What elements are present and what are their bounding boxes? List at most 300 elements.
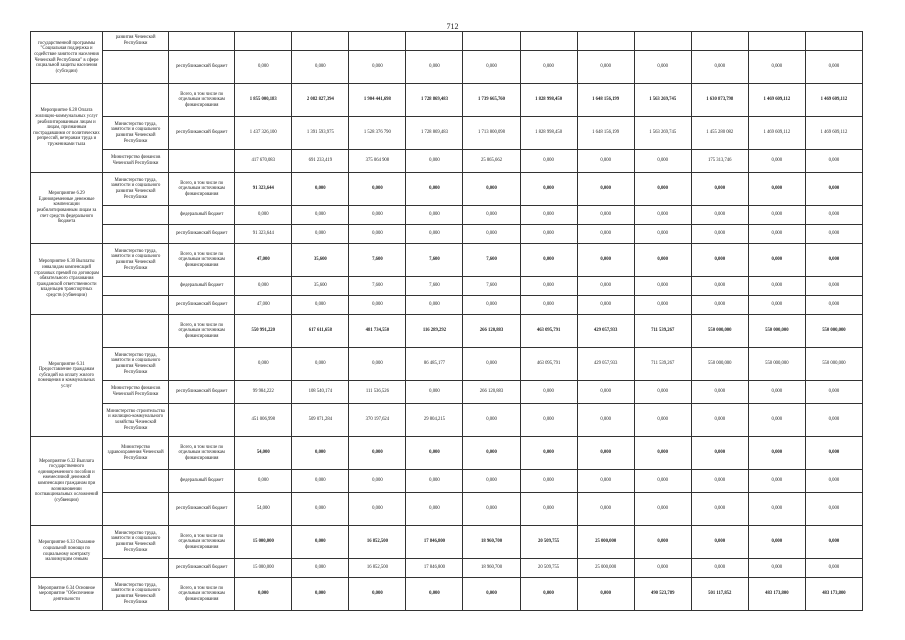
funding-source-cell: республиканский бюджет xyxy=(169,493,235,526)
amount-cell: 0,000 xyxy=(691,225,748,244)
amount-cell: 0,000 xyxy=(805,470,862,493)
amount-cell: 0,000 xyxy=(577,51,634,84)
amount-cell: 0,000 xyxy=(634,150,691,173)
amount-cell: 0,000 xyxy=(292,51,349,84)
amount-cell: 0,000 xyxy=(520,150,577,173)
amount-cell: 1 528 376 790 xyxy=(349,117,406,150)
funding-source-cell: Всего, в том числе по отдельным источникам финансирования xyxy=(169,173,235,206)
amount-cell: 0,000 xyxy=(520,437,577,470)
amount-cell xyxy=(349,32,406,51)
amount-cell xyxy=(748,32,805,51)
amount-cell: 0,000 xyxy=(577,225,634,244)
amount-cell: 1 904 441,698 xyxy=(349,84,406,117)
amount-cell: 1 563 269,745 xyxy=(634,84,691,117)
table-row xyxy=(31,315,863,348)
amount-cell: 0,000 xyxy=(691,51,748,84)
amount-cell: 1 469 609,112 xyxy=(805,84,862,117)
amount-cell: 429 057,933 xyxy=(577,315,634,348)
table-row xyxy=(31,150,863,173)
amount-cell: 0,000 xyxy=(577,578,634,611)
event-name-cell: Мероприятие 6.28 Оплата жилищно-коммунальных услуг реабилитированным лицам и лицам, признанным пострадавшими от политических репрессий, ветеранам труда и тружениками тыла xyxy=(31,84,103,173)
event-name-cell: Мероприятие 6.31 Предоставление гражданам субсидий на оплату жилого помещения и коммунальных услуг xyxy=(31,315,103,437)
amount-cell: 35,600 xyxy=(292,277,349,296)
amount-cell: 86 485,177 xyxy=(406,348,463,381)
amount-cell: 0,000 xyxy=(463,51,520,84)
table-row xyxy=(31,526,863,559)
amount-cell: 0,000 xyxy=(349,348,406,381)
amount-cell: 0,000 xyxy=(577,206,634,225)
amount-cell: 0,000 xyxy=(577,470,634,493)
amount-cell: 429 057,933 xyxy=(577,348,634,381)
amount-cell: 417 670,083 xyxy=(235,150,292,173)
executor-cell: Министерство труда, занятости и социального развития Чеченской Республики xyxy=(103,244,169,277)
amount-cell: 0,000 xyxy=(577,173,634,206)
amount-cell: 1 648 156,199 xyxy=(577,117,634,150)
table-row xyxy=(31,244,863,277)
amount-cell: 25 000,000 xyxy=(577,559,634,578)
executor-cell xyxy=(103,277,169,296)
amount-cell: 0,000 xyxy=(292,493,349,526)
amount-cell: 1 455 280 082 xyxy=(691,117,748,150)
amount-cell: 0,000 xyxy=(520,493,577,526)
amount-cell: 7,600 xyxy=(349,244,406,277)
amount-cell: 175 313,746 xyxy=(691,150,748,173)
amount-cell: 0,000 xyxy=(349,493,406,526)
table-row xyxy=(31,404,863,437)
table-row xyxy=(31,493,863,526)
amount-cell: 617 611,658 xyxy=(292,315,349,348)
amount-cell xyxy=(292,32,349,51)
amount-cell: 7,600 xyxy=(463,244,520,277)
amount-cell: 550 000,000 xyxy=(805,348,862,381)
amount-cell: 375 064 908 xyxy=(349,150,406,173)
table-row xyxy=(31,117,863,150)
amount-cell: 0,000 xyxy=(292,526,349,559)
amount-cell: 0,000 xyxy=(520,277,577,296)
amount-cell: 0,000 xyxy=(577,296,634,315)
amount-cell: 0,000 xyxy=(406,150,463,173)
amount-cell: 0,000 xyxy=(748,277,805,296)
amount-cell: 0,000 xyxy=(406,437,463,470)
event-name-cell: Мероприятие 6.29 Единовременные денежные компенсации реабилитированным лицам за счет средств федерального бюджета xyxy=(31,173,103,244)
amount-cell: 0,000 xyxy=(748,296,805,315)
amount-cell: 47,000 xyxy=(235,296,292,315)
executor-cell: Министерство труда, занятости и социального развития Чеченской Республики xyxy=(103,348,169,381)
table-row xyxy=(31,559,863,578)
executor-cell xyxy=(103,51,169,84)
funding-source-cell xyxy=(169,150,235,173)
amount-cell: 0,000 xyxy=(805,244,862,277)
table-row xyxy=(31,206,863,225)
amount-cell: 0,000 xyxy=(634,206,691,225)
amount-cell: 0,000 xyxy=(349,225,406,244)
amount-cell: 25 865,662 xyxy=(463,150,520,173)
amount-cell: 0,000 xyxy=(577,493,634,526)
amount-cell: 0,000 xyxy=(292,559,349,578)
amount-cell: 0,000 xyxy=(748,206,805,225)
amount-cell: 15 000,000 xyxy=(235,559,292,578)
amount-cell: 0,000 xyxy=(691,404,748,437)
amount-cell: 0,000 xyxy=(292,206,349,225)
amount-cell: 0,000 xyxy=(691,493,748,526)
amount-cell: 490 523,789 xyxy=(634,578,691,611)
amount-cell: 0,000 xyxy=(577,381,634,404)
page-number: 712 xyxy=(446,22,459,31)
amount-cell: 0,000 xyxy=(520,404,577,437)
amount-cell: 0,000 xyxy=(577,244,634,277)
amount-cell: 0,000 xyxy=(520,470,577,493)
amount-cell: 54,000 xyxy=(235,493,292,526)
amount-cell: 0,000 xyxy=(691,470,748,493)
amount-cell: 266 120,883 xyxy=(463,315,520,348)
amount-cell: 0,000 xyxy=(292,296,349,315)
amount-cell: 35,600 xyxy=(292,244,349,277)
amount-cell: 0,000 xyxy=(520,381,577,404)
funding-source-cell: Всего, в том числе по отдельным источникам финансирования xyxy=(169,578,235,611)
executor-cell: Министерство строительства и жилищно-коммунального хозяйства Чеченской Республики xyxy=(103,404,169,437)
amount-cell: 0,000 xyxy=(634,244,691,277)
amount-cell: 0,000 xyxy=(634,404,691,437)
amount-cell: 0,000 xyxy=(691,559,748,578)
amount-cell: 0,000 xyxy=(748,381,805,404)
funding-source-cell: республиканский бюджет xyxy=(169,296,235,315)
amount-cell: 1 469 609,112 xyxy=(748,84,805,117)
amount-cell: 0,000 xyxy=(406,206,463,225)
amount-cell: 0,000 xyxy=(406,296,463,315)
amount-cell: 0,000 xyxy=(805,51,862,84)
amount-cell: 481 734,550 xyxy=(349,315,406,348)
executor-cell: Министерство финансов Чеченской Республики xyxy=(103,150,169,173)
amount-cell: 0,000 xyxy=(520,296,577,315)
amount-cell: 1 648 156,199 xyxy=(577,84,634,117)
executor-cell xyxy=(103,225,169,244)
amount-cell: 116 289,292 xyxy=(406,315,463,348)
amount-cell: 16 852,500 xyxy=(349,526,406,559)
amount-cell: 0,000 xyxy=(805,437,862,470)
funding-source-cell: Всего, в том числе по отдельным источникам финансирования xyxy=(169,315,235,348)
amount-cell: 91 323,644 xyxy=(235,225,292,244)
amount-cell: 17 846,800 xyxy=(406,526,463,559)
executor-cell xyxy=(103,84,169,117)
amount-cell: 550 000,000 xyxy=(748,348,805,381)
table-row xyxy=(31,437,863,470)
amount-cell: 691 233,419 xyxy=(292,150,349,173)
table-row xyxy=(31,578,863,611)
amount-cell: 0,000 xyxy=(634,559,691,578)
executor-cell xyxy=(103,559,169,578)
amount-cell: 0,000 xyxy=(292,437,349,470)
table-row xyxy=(31,84,863,117)
amount-cell: 0,000 xyxy=(634,173,691,206)
amount-cell: 1 391 593,975 xyxy=(292,117,349,150)
amount-cell: 0,000 xyxy=(748,150,805,173)
amount-cell: 7,600 xyxy=(406,244,463,277)
amount-cell: 0,000 xyxy=(463,437,520,470)
amount-cell: 0,000 xyxy=(406,381,463,404)
amount-cell: 463 095,791 xyxy=(520,348,577,381)
amount-cell: 0,000 xyxy=(520,51,577,84)
amount-cell: 0,000 xyxy=(805,150,862,173)
amount-cell: 0,000 xyxy=(691,277,748,296)
funding-source-cell xyxy=(169,404,235,437)
amount-cell: 0,000 xyxy=(805,173,862,206)
executor-cell: Министерство финансов Чеченской Республики xyxy=(103,381,169,404)
amount-cell: 0,000 xyxy=(349,206,406,225)
amount-cell: 0,000 xyxy=(691,526,748,559)
amount-cell: 2 082 827,394 xyxy=(292,84,349,117)
amount-cell: 0,000 xyxy=(634,437,691,470)
amount-cell: 0,000 xyxy=(520,225,577,244)
amount-cell: 0,000 xyxy=(634,526,691,559)
executor-cell: Министерство труда, занятости и социального развития Чеченской Республики xyxy=(103,173,169,206)
amount-cell: 18 960,700 xyxy=(463,559,520,578)
amount-cell: 550 000,000 xyxy=(691,315,748,348)
amount-cell: 18 960,700 xyxy=(463,526,520,559)
amount-cell: 0,000 xyxy=(748,559,805,578)
table-row xyxy=(31,32,863,51)
amount-cell: 1 728 869,483 xyxy=(406,117,463,150)
funding-source-cell: Всего, в том числе по отдельным источникам финансирования xyxy=(169,244,235,277)
table-row xyxy=(31,225,863,244)
amount-cell: 17 846,800 xyxy=(406,559,463,578)
event-name-cell: Мероприятие 6.33 Оказание социальной помощи по социальному контракту малоимущим семьям xyxy=(31,526,103,578)
funding-source-cell: федеральный бюджет xyxy=(169,470,235,493)
table-row xyxy=(31,173,863,206)
amount-cell: 1 469 609,112 xyxy=(748,117,805,150)
event-name-cell: Мероприятие 6.32 Выплата государственного единовременного пособия и ежемесячной денежной компенсации гражданам при возникновении поствакцинальных осложнений (субвенции) xyxy=(31,437,103,526)
amount-cell: 0,000 xyxy=(406,578,463,611)
amount-cell: 7,600 xyxy=(406,277,463,296)
amount-cell: 0,000 xyxy=(577,437,634,470)
amount-cell: 0,000 xyxy=(748,244,805,277)
amount-cell: 0,000 xyxy=(463,296,520,315)
amount-cell: 1 855 000,183 xyxy=(235,84,292,117)
amount-cell xyxy=(634,32,691,51)
amount-cell: 99 984,222 xyxy=(235,381,292,404)
amount-cell: 0,000 xyxy=(748,493,805,526)
amount-cell: 0,000 xyxy=(805,493,862,526)
executor-cell xyxy=(103,315,169,348)
amount-cell: 0,000 xyxy=(349,173,406,206)
amount-cell: 0,000 xyxy=(748,173,805,206)
amount-cell: 1 739 665,760 xyxy=(463,84,520,117)
executor-cell: Министерство здравоохранения Чеченской Республики xyxy=(103,437,169,470)
amount-cell: 0,000 xyxy=(805,559,862,578)
amount-cell: 711 539,267 xyxy=(634,348,691,381)
funding-source-cell: республиканский бюджет xyxy=(169,225,235,244)
funding-source-cell: республиканский бюджет xyxy=(169,559,235,578)
amount-cell: 0,000 xyxy=(748,51,805,84)
amount-cell: 0,000 xyxy=(235,578,292,611)
amount-cell: 0,000 xyxy=(805,277,862,296)
amount-cell: 0,000 xyxy=(463,578,520,611)
amount-cell: 0,000 xyxy=(235,277,292,296)
amount-cell: 0,000 xyxy=(691,437,748,470)
amount-cell: 0,000 xyxy=(406,51,463,84)
amount-cell: 0,000 xyxy=(805,296,862,315)
amount-cell: 0,000 xyxy=(235,470,292,493)
funding-source-cell: Всего, в том числе по отдельным источникам финансирования xyxy=(169,437,235,470)
amount-cell: 0,000 xyxy=(292,578,349,611)
amount-cell: 1 713 800,098 xyxy=(463,117,520,150)
table-row xyxy=(31,470,863,493)
executor-cell xyxy=(103,470,169,493)
amount-cell: 0,000 xyxy=(292,348,349,381)
amount-cell: 0,000 xyxy=(463,173,520,206)
amount-cell: 0,000 xyxy=(805,404,862,437)
amount-cell xyxy=(520,32,577,51)
table-row xyxy=(31,381,863,404)
amount-cell: 0,000 xyxy=(349,437,406,470)
amount-cell: 1 469 609,112 xyxy=(805,117,862,150)
amount-cell: 0,000 xyxy=(406,470,463,493)
amount-cell: 0,000 xyxy=(805,206,862,225)
amount-cell: 91 323,644 xyxy=(235,173,292,206)
amount-cell: 0,000 xyxy=(463,404,520,437)
funding-source-cell xyxy=(169,348,235,381)
amount-cell: 0,000 xyxy=(634,51,691,84)
amount-cell xyxy=(406,32,463,51)
executor-cell xyxy=(103,296,169,315)
amount-cell: 0,000 xyxy=(805,526,862,559)
amount-cell: 0,000 xyxy=(235,206,292,225)
amount-cell: 463 095,791 xyxy=(520,315,577,348)
amount-cell: 509 071,284 xyxy=(292,404,349,437)
amount-cell: 501 117,852 xyxy=(691,578,748,611)
amount-cell: 0,000 xyxy=(577,404,634,437)
amount-cell: 0,000 xyxy=(748,470,805,493)
amount-cell: 0,000 xyxy=(463,206,520,225)
amount-cell: 54,000 xyxy=(235,437,292,470)
funding-source-cell xyxy=(169,32,235,51)
amount-cell: 111 536,526 xyxy=(349,381,406,404)
amount-cell: 550 000,000 xyxy=(805,315,862,348)
amount-cell: 0,000 xyxy=(634,296,691,315)
amount-cell: 16 852,500 xyxy=(349,559,406,578)
amount-cell: 0,000 xyxy=(691,173,748,206)
amount-cell: 108 540,174 xyxy=(292,381,349,404)
amount-cell: 0,000 xyxy=(577,277,634,296)
amount-cell: 0,000 xyxy=(349,51,406,84)
amount-cell: 20 509,755 xyxy=(520,559,577,578)
amount-cell: 1 437 326,100 xyxy=(235,117,292,150)
amount-cell: 0,000 xyxy=(805,381,862,404)
executor-cell: Министерство труда, занятости и социального развития Чеченской Республики xyxy=(103,117,169,150)
amount-cell: 7,600 xyxy=(349,277,406,296)
amount-cell: 29 804,215 xyxy=(406,404,463,437)
amount-cell: 0,000 xyxy=(748,437,805,470)
amount-cell: 0,000 xyxy=(292,470,349,493)
amount-cell: 0,000 xyxy=(748,404,805,437)
amount-cell: 20 509,755 xyxy=(520,526,577,559)
table-row xyxy=(31,51,863,84)
amount-cell xyxy=(691,32,748,51)
event-name-cell: Мероприятие 6.30 Выплаты инвалидам компенсаций страховых премий по договорам обязательного страхования гражданской ответственности владельцев транспортных средств (субвенции) xyxy=(31,244,103,315)
amount-cell: 0,000 xyxy=(235,348,292,381)
event-name-cell: государственной программы "Социальная поддержка и содействие занятости населения Чеченской Республики" в сфере социальной защиты населения (субсидии) xyxy=(31,32,103,84)
amount-cell xyxy=(463,32,520,51)
amount-cell: 1 828 998,450 xyxy=(520,84,577,117)
executor-cell: развития Чеченской Республики xyxy=(103,32,169,51)
amount-cell: 0,000 xyxy=(634,277,691,296)
executor-cell: Министерство труда, занятости и социального развития Чеченской Республики xyxy=(103,578,169,611)
amount-cell: 370 197,624 xyxy=(349,404,406,437)
executor-cell: Министерство труда, занятости и социального развития Чеченской Республики xyxy=(103,526,169,559)
amount-cell: 266 120,883 xyxy=(463,381,520,404)
executor-cell xyxy=(103,206,169,225)
table-row xyxy=(31,296,863,315)
amount-cell: 0,000 xyxy=(406,493,463,526)
amount-cell xyxy=(805,32,862,51)
amount-cell: 1 630 873,798 xyxy=(691,84,748,117)
amount-cell: 0,000 xyxy=(349,296,406,315)
amount-cell: 0,000 xyxy=(406,173,463,206)
amount-cell: 0,000 xyxy=(691,206,748,225)
amount-cell: 0,000 xyxy=(577,150,634,173)
amount-cell: 15 000,000 xyxy=(235,526,292,559)
amount-cell: 451 006,998 xyxy=(235,404,292,437)
amount-cell: 1 728 869,483 xyxy=(406,84,463,117)
amount-cell: 0,000 xyxy=(463,348,520,381)
amount-cell: 483 173,800 xyxy=(748,578,805,611)
amount-cell: 0,000 xyxy=(691,296,748,315)
amount-cell xyxy=(577,32,634,51)
amount-cell: 25 000,000 xyxy=(577,526,634,559)
amount-cell: 0,000 xyxy=(463,225,520,244)
amount-cell: 550 000,000 xyxy=(691,348,748,381)
funding-source-cell: республиканский бюджет xyxy=(169,381,235,404)
executor-cell xyxy=(103,493,169,526)
amount-cell: 1 828 998,450 xyxy=(520,117,577,150)
amount-cell: 47,000 xyxy=(235,244,292,277)
amount-cell: 0,000 xyxy=(748,225,805,244)
amount-cell: 0,000 xyxy=(349,470,406,493)
amount-cell: 0,000 xyxy=(691,244,748,277)
funding-source-cell: федеральный бюджет xyxy=(169,277,235,296)
amount-cell: 0,000 xyxy=(406,225,463,244)
amount-cell: 0,000 xyxy=(463,493,520,526)
event-name-cell: Мероприятие 6.34 Основное мероприятие "Обеспечение деятельности xyxy=(31,578,103,611)
amount-cell: 483 173,800 xyxy=(805,578,862,611)
amount-cell: 0,000 xyxy=(520,578,577,611)
amount-cell: 0,000 xyxy=(292,173,349,206)
funding-source-cell: федеральный бюджет xyxy=(169,206,235,225)
amount-cell: 0,000 xyxy=(634,225,691,244)
amount-cell: 0,000 xyxy=(634,470,691,493)
funding-source-cell: Всего, в том числе по отдельным источникам финансирования xyxy=(169,84,235,117)
table-row xyxy=(31,348,863,381)
amount-cell: 0,000 xyxy=(292,225,349,244)
funding-source-cell: республиканский бюджет xyxy=(169,51,235,84)
amount-cell: 0,000 xyxy=(520,173,577,206)
amount-cell: 7,600 xyxy=(463,277,520,296)
amount-cell: 550 991,220 xyxy=(235,315,292,348)
amount-cell: 0,000 xyxy=(235,51,292,84)
funding-source-cell: республиканский бюджет xyxy=(169,117,235,150)
amount-cell: 0,000 xyxy=(520,206,577,225)
budget-table xyxy=(30,31,863,611)
amount-cell: 0,000 xyxy=(748,526,805,559)
amount-cell: 0,000 xyxy=(463,470,520,493)
table-row xyxy=(31,277,863,296)
amount-cell: 0,000 xyxy=(349,578,406,611)
funding-source-cell: Всего, в том числе по отдельным источникам финансирования xyxy=(169,526,235,559)
amount-cell: 0,000 xyxy=(691,381,748,404)
amount-cell: 0,000 xyxy=(634,493,691,526)
amount-cell: 0,000 xyxy=(520,244,577,277)
amount-cell xyxy=(235,32,292,51)
amount-cell: 0,000 xyxy=(805,225,862,244)
